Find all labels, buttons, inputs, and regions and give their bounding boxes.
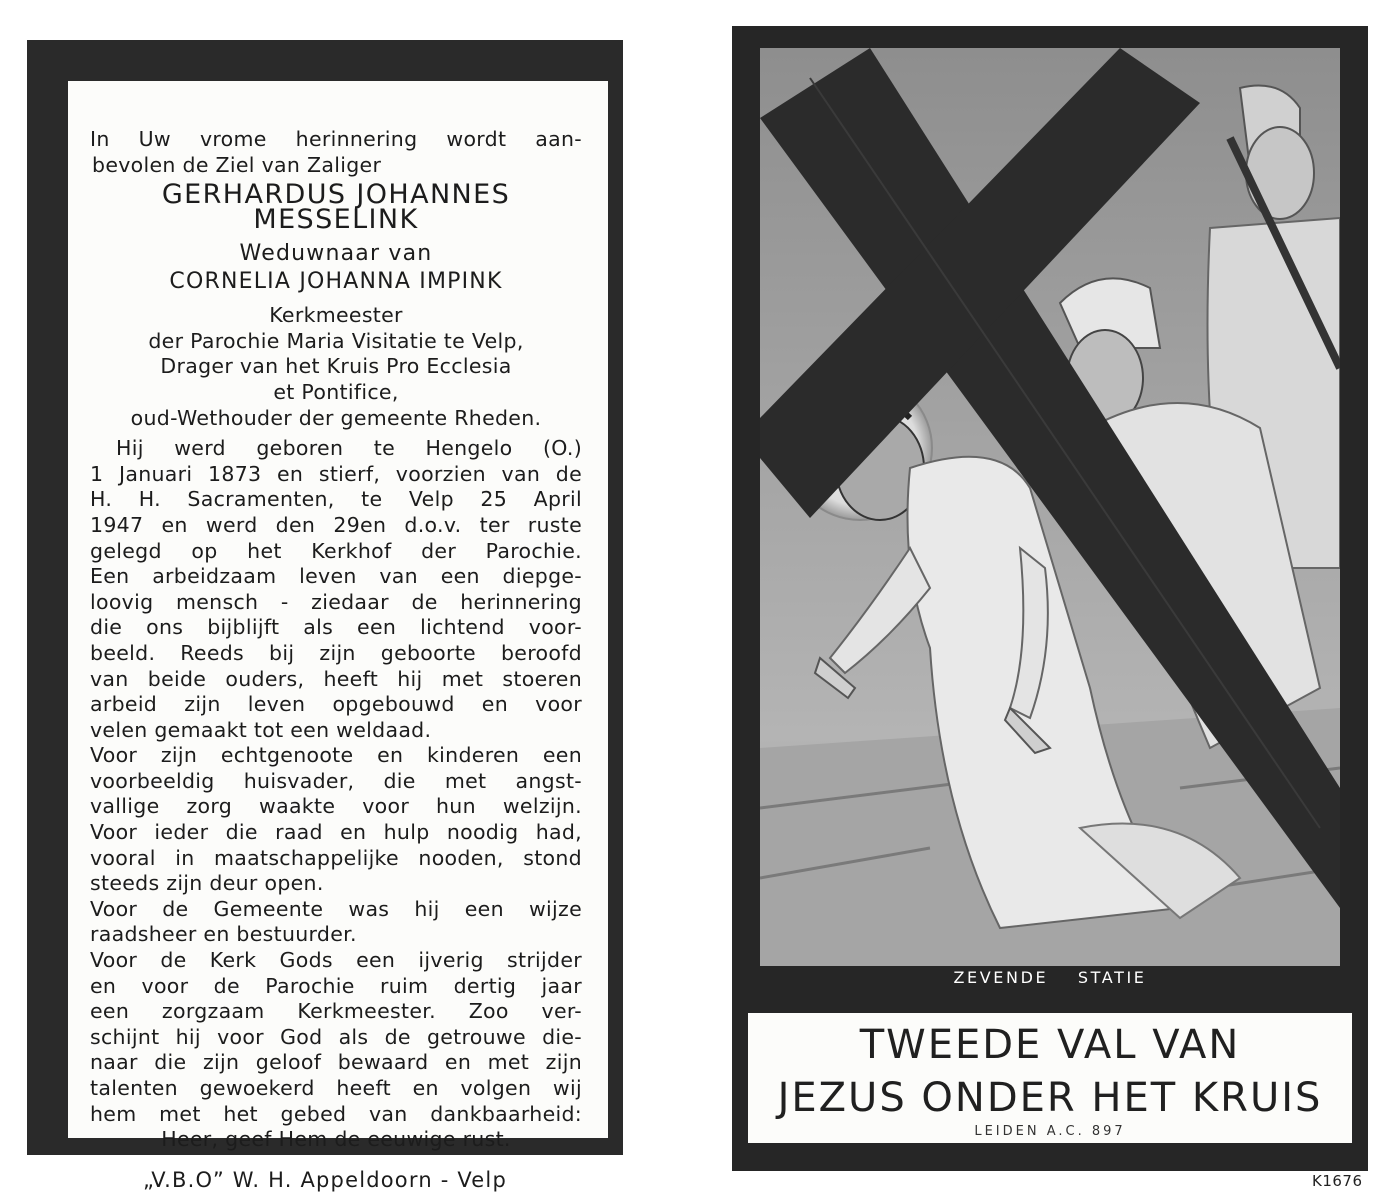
bio-line: vooral in maatschappelijke nooden, stond	[90, 845, 582, 870]
title-line: oud-Wethouder der gemeente Rheden.	[130, 405, 542, 430]
memorial-text	[90, 127, 582, 1153]
bio-line: Voor de Gemeente was hij een wijze	[90, 896, 582, 921]
title-line: der Parochie Maria Visitatie te Velp,	[148, 328, 524, 353]
publisher-mark: LEIDEN A.C. 897	[974, 1124, 1126, 1139]
bio-line: voorbeeldig huisvader, die met angst-	[90, 768, 582, 793]
bio-line: Voor ieder die raad en hulp noodig had,	[90, 820, 582, 845]
bio-line: Een arbeidzaam leven van een diepge-	[90, 564, 582, 589]
bio-line: steeds zijn deur open.	[90, 871, 324, 896]
spouse-name: CORNELIA JOHANNA IMPINK	[169, 269, 503, 295]
closing-prayer: Heer, geef Hem de eeuwige rust.	[161, 1127, 511, 1152]
deceased-surname: MESSELINK	[253, 204, 419, 236]
bio-line: en voor de Parochie ruim dertig jaar	[90, 973, 582, 998]
station-subtitle: JEZUS ONDER HET KRUIS	[777, 1075, 1323, 1121]
bio-line: schijnt hij voor God als de getrouwe die-	[90, 1024, 582, 1049]
bio-line: loovig mensch - ziedaar de herinnering	[90, 589, 582, 614]
bio-line: arbeid zijn leven opgebouwd en voor	[90, 692, 582, 717]
stations-of-cross-illustration	[760, 48, 1340, 966]
intro-line: In Uw vrome herinnering wordt aan-	[90, 127, 582, 151]
deceased-name: GERHARDUS JOHANNES	[161, 179, 511, 211]
bio-line: H. H. Sacramenten, te Velp 25 April	[90, 487, 582, 512]
bio-line: die ons bijblijft als een lichtend voor-	[90, 615, 582, 640]
bio-line: raadsheer en bestuurder.	[90, 922, 357, 947]
bio-line: van beide ouders, heeft hij met stoeren	[90, 666, 582, 691]
bio-line: Hij werd geboren te Hengelo (O.)	[116, 436, 582, 461]
bio-line: naar die zijn geloof bewaard en met zijn	[90, 1050, 582, 1075]
station-label: ZEVENDE STATIE	[953, 968, 1147, 987]
memorial-text-card	[27, 40, 623, 1155]
title-line: Kerkmeester	[269, 303, 403, 328]
station-title: TWEEDE VAL VAN	[859, 1022, 1241, 1068]
illustration-svg	[760, 48, 1340, 966]
title-line: et Pontifice,	[273, 379, 399, 404]
bio-line: vallige zorg waakte voor hun welzijn.	[90, 794, 582, 819]
bio-line: 1 Januari 1873 en stierf, voorzien van de	[90, 461, 582, 486]
station-title-panel	[748, 1013, 1352, 1143]
bio-line: hem met het gebed van dankbaarheid:	[90, 1101, 582, 1126]
bio-line: gelegd op het Kerkhof der Parochie.	[90, 538, 582, 563]
devotional-image-card	[732, 26, 1368, 1171]
memorial-text-panel	[68, 81, 608, 1152]
bio-line: talenten gewoekerd heeft en volgen wij	[90, 1076, 582, 1100]
intro-line: bevolen de Ziel van Zaliger	[92, 152, 382, 177]
bio-line: velen gemaakt tot een weldaad.	[90, 717, 432, 742]
bio-line: Voor de Kerk Gods een ijverig strijder	[90, 948, 582, 973]
bio-line: beeld. Reeds bij zijn geboorte beroofd	[90, 640, 582, 665]
bio-line: Voor zijn echtgenoote en kinderen een	[90, 743, 582, 768]
bio-line: een zorgzaam Kerkmeester. Zoo ver-	[90, 999, 582, 1024]
printer-imprint: „V.B.O” W. H. Appeldoorn - Velp	[143, 1168, 507, 1192]
bio-line: 1947 en werd den 29en d.o.v. ter ruste	[90, 512, 582, 537]
title-line: Drager van het Kruis Pro Ecclesia	[160, 354, 512, 379]
card-code: K1676	[1312, 1172, 1363, 1190]
widower-of-label: Weduwnaar van	[239, 241, 433, 267]
